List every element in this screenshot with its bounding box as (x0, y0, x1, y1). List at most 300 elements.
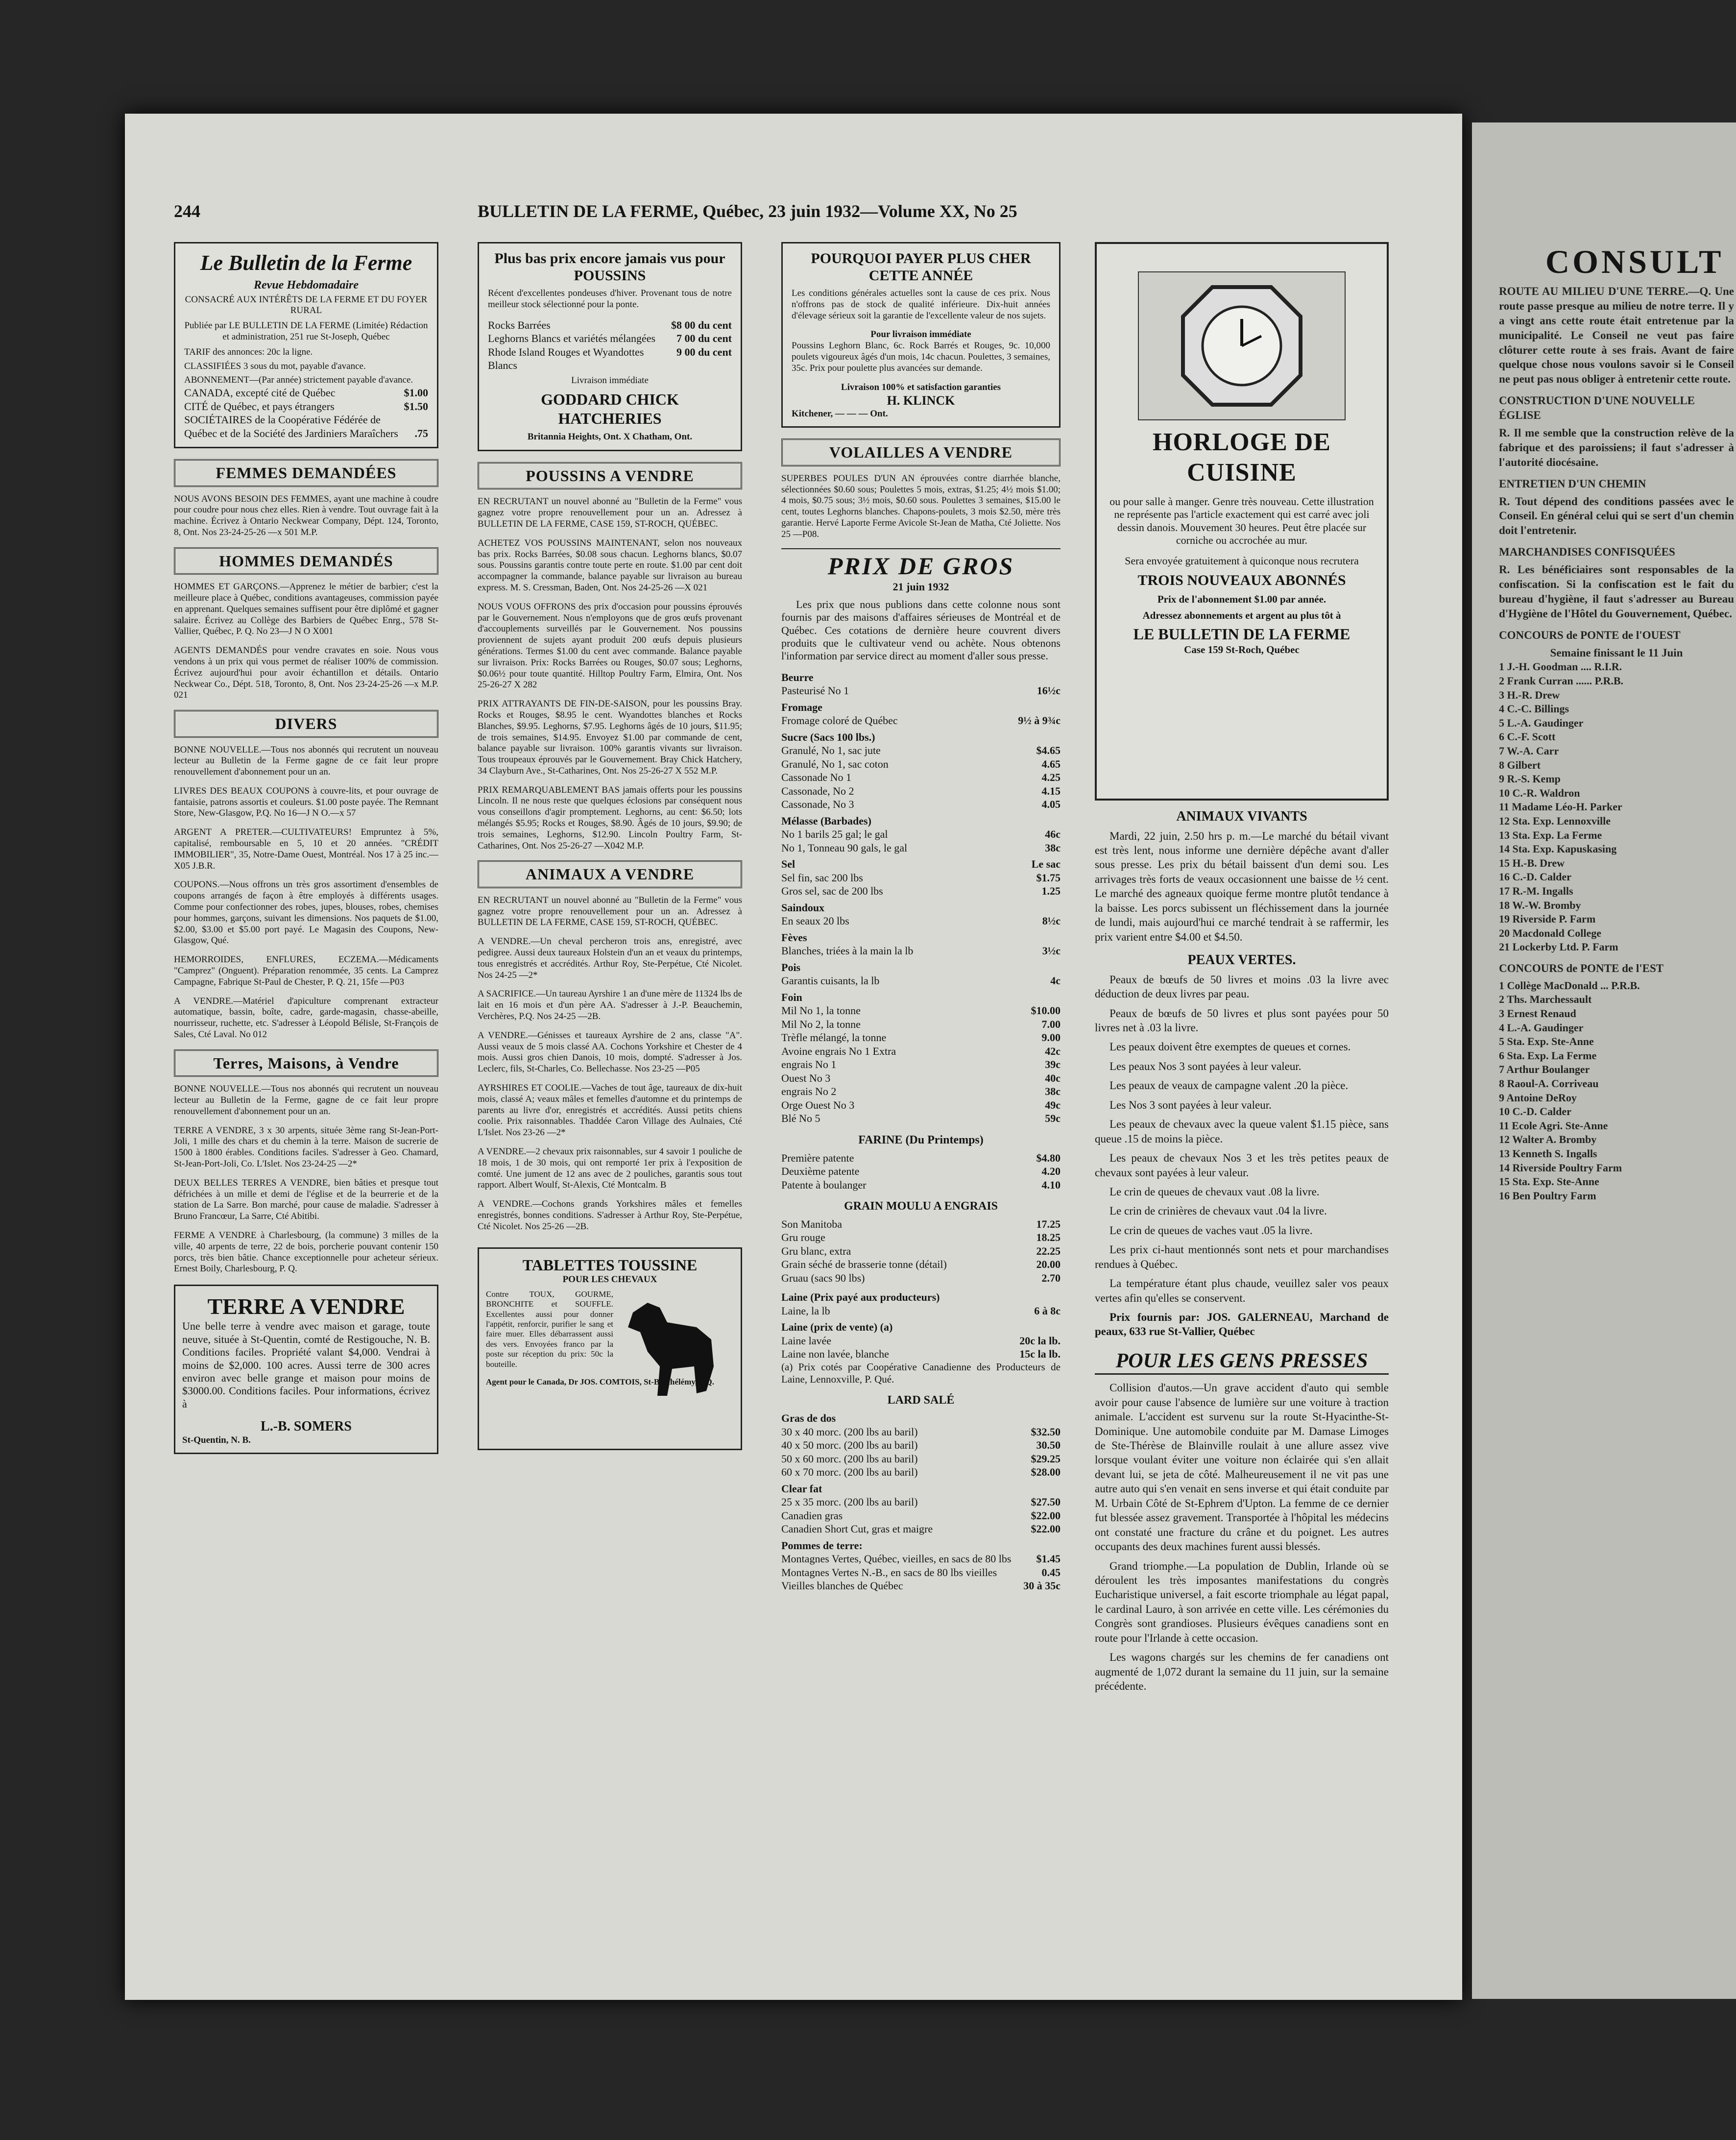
terre-box-title: TERRE A VENDRE (207, 1294, 405, 1319)
price-label: Cassonade, No 3 (781, 798, 854, 811)
price-label: En seaux 20 lbs (781, 915, 849, 927)
adjacent-page (1472, 122, 1736, 1999)
price-category-label: Foin (781, 991, 802, 1003)
section-poussins-a-vendre: POUSSINS A VENDRE (478, 462, 742, 489)
price-row (781, 1098, 1061, 1112)
classified-ad: BONNE NOUVELLE.—Tous nos abonnés qui recrutent un nouveau lecteur au Bulletin de la Ferme, gagne de ce fait leur propre renouvellement d'abonnement pour un an. (174, 1084, 438, 1117)
price-category-label: Mélasse (Barbades) (781, 814, 871, 827)
price-label: Cassonade No 1 (781, 771, 851, 784)
price-label: 40 x 50 morc. (200 lbs au baril) (781, 1439, 918, 1452)
contest-entry: 8 Raoul-A. Corriveau (1499, 1077, 1599, 1090)
news-paragraph: Prix fournis par: JOS. GALERNEAU, Marchand de peaux, 633 rue St-Vallier, Québec (1095, 1311, 1389, 1338)
price-row (781, 798, 1061, 811)
price-label: Gru rouge (781, 1231, 825, 1244)
classified-ad: A VENDRE.—Un cheval percheron trois ans, enregistré, avec pedigree. Aussi deux taureaux Holstein d'un an et veaux du printemps, tous enregistrés et accrédités. Arthur Roy, Ste-Perpétue, Cté Nicolet. Nos 24-25 —2* (478, 936, 742, 980)
classified-ad: A SACRIFICE.—Un taureau Ayrshire 1 an d'une mère de 11324 lbs de lait en 16 mois et d'un père AA. S'adresser à J.-P. Beauchemin, Verchères, P.Q. Nos 24-25 —2B. (478, 989, 742, 1022)
price-category (781, 730, 1061, 744)
section-divers: DIVERS (174, 710, 438, 737)
peaux-vertes-text (1095, 973, 1389, 1339)
contest-entry: 10 C.-D. Calder (1499, 1105, 1571, 1118)
masthead-title: Le Bulletin de la Ferme (200, 251, 412, 275)
price-value: 30.50 (1036, 1439, 1061, 1452)
masthead-tarif: TARIF des annonces: 20c la ligne. (184, 346, 313, 357)
price-label: Granulé, No 1, sac coton (781, 757, 889, 770)
contest-entry: 16 Ben Poultry Farm (1499, 1189, 1596, 1202)
contest-entry: 9 Antoine DeRoy (1499, 1091, 1577, 1104)
price-value: 15c la lb. (1019, 1348, 1061, 1361)
classified-ad: AYRSHIRES ET COOLIE.—Vaches de tout âge, taureaux de dix-huit mois, classé A; veaux mâles et femelles d'automne et du printemps de parents au livre d'or, enregistrés et accrédités. Aussi petits chiens coolie. Prix raisonnables. Thaddée Caron Village des Aulnaies, Cté L'Islet. Nos 23-26 —2* (478, 1083, 742, 1138)
price-row (781, 1438, 1061, 1452)
price-category (781, 1290, 1061, 1304)
prix-de-gros-title: PRIX DE GROS (781, 548, 1061, 581)
price-value: $27.50 (1031, 1496, 1061, 1508)
price-value: $1.45 (1036, 1553, 1061, 1565)
price-label: No 1, Tonneau 90 gals, le gal (781, 841, 908, 854)
price-row (781, 1231, 1061, 1244)
classified-ad: LIVRES DES BEAUX COUPONS à couvre-lits, et pour ouvrage de fantaisie, patrons assortis et couleurs. $1.00 poste payée. The Remnant Store, New-Glasgow, P.Q. No 16—J N O.—x 57 (174, 785, 438, 819)
contest-entry: 8 Gilbert (1499, 758, 1541, 771)
pourquoi-text: Les conditions générales actuelles sont la cause de ces prix. Nous n'offrons pas de stock de qualité inférieure. Dix-huit années d'élevage sérieux soit la garantie de l'excellente valeur de nos sujets. (792, 288, 1050, 321)
price-row (781, 914, 1061, 928)
price-label: Sel fin, sac 200 lbs (781, 871, 863, 884)
contest-entry: 4 L.-A. Gaudinger (1499, 1021, 1584, 1034)
price-category-label: Beurre (781, 671, 814, 683)
price-category-label: Sucre (Sacs 100 lbs.) (781, 730, 875, 743)
price-row (781, 1347, 1061, 1361)
rate-row: CITÉ de Québec, et pays étrangers $1.50 (184, 400, 428, 413)
price-label: Pasteurisé No 1 (781, 684, 849, 697)
price-value: 2.70 (1041, 1271, 1061, 1284)
price-value: $1.75 (1036, 871, 1061, 884)
price-value: 7.00 (1041, 1018, 1061, 1030)
price-label: Fromage coloré de Québec (781, 714, 898, 727)
price-label: Avoine engrais No 1 Extra (781, 1045, 896, 1057)
price-value: 4.10 (1041, 1178, 1061, 1191)
price-row (781, 744, 1061, 757)
adjacent-heading: MARCHANDISES CONFISQUÉES (1499, 546, 1675, 559)
section-femmes-demandees: FEMMES DEMANDÉES (174, 459, 438, 486)
price-label: Ouest No 3 (781, 1071, 831, 1084)
price-value: 3½c (1042, 945, 1061, 957)
contest-entry: 5 L.-A. Gaudinger (1499, 716, 1584, 729)
price-row (781, 1425, 1061, 1439)
masthead-box (174, 242, 438, 448)
price-value: 30 à 35c (1023, 1580, 1061, 1592)
price-label: engrais No 2 (781, 1085, 837, 1098)
price-row (781, 1085, 1061, 1098)
contest-entry: 16 C.-D. Calder (1499, 871, 1571, 883)
contest-entry: 1 Collège MacDonald ... P.R.B. (1499, 979, 1640, 992)
price-value: 4c (1050, 974, 1061, 987)
section-volailles-a-vendre: VOLAILLES A VENDRE (781, 438, 1061, 466)
masthead-publisher: Publiée par LE BULLETIN DE LA FERME (Limitée) Rédaction et administration, 251 rue St-Joseph, Québec (184, 320, 428, 342)
price-row (781, 871, 1061, 885)
price-category (781, 701, 1061, 714)
price-label: No 1 barils 25 gal; le gal (781, 828, 888, 841)
news-paragraph: Peaux de bœufs de 50 livres et moins .03 la livre avec déduction de deux livres par peau. (1095, 973, 1389, 1000)
price-label: 50 x 60 morc. (200 lbs au baril) (781, 1452, 918, 1465)
column-3 (781, 242, 1061, 1593)
grain-title: GRAIN MOULU A ENGRAIS (844, 1200, 998, 1213)
section-hommes-demandes: HOMMES DEMANDÉS (174, 547, 438, 575)
pourquoi-delivery: Pour livraison immédiate (870, 329, 971, 340)
horloge-ad-box (1095, 242, 1389, 801)
price-category (781, 671, 1061, 684)
price-category (781, 1411, 1061, 1425)
price-label: Granulé, No 1, sac jute (781, 744, 881, 757)
price-value: $4.80 (1036, 1151, 1061, 1164)
classified-ad: A VENDRE.—Génisses et taureaux Ayrshire de 2 ans, classe "A". Aussi veaux de 5 mois classé AA. Cochons Yorkshire et Chester de 4 mois. Aussi gros chien Danois, 10 mois, dompté. S'adresser à Jos. Leclerc, fils, St-Charles, Co. Bellechasse. Nos 23-25 —P05 (478, 1030, 742, 1074)
column-2 (478, 242, 742, 1450)
price-value: $29.25 (1031, 1452, 1061, 1465)
contest-list (1499, 979, 1734, 1203)
contest-entry: 6 Sta. Exp. La Ferme (1499, 1049, 1597, 1062)
price-value: $28.00 (1031, 1466, 1061, 1479)
price-value: 20c la lb. (1019, 1334, 1061, 1347)
price-category (781, 991, 1061, 1004)
news-paragraph: R. Il me semble que la construction relève de la fabrique et des paroissiens; il faut s'adresser à l'autorité diocésaine. (1499, 427, 1734, 468)
horloge-price: Prix de l'abonnement $1.00 par année. (1157, 593, 1326, 605)
price-value: 18.25 (1036, 1231, 1061, 1244)
price-list (781, 671, 1061, 1125)
contest-list (1499, 660, 1734, 954)
news-paragraph: Le crin de queues de chevaux vaut .08 la livre. (1109, 1185, 1320, 1198)
price-label: Laine non lavée, blanche (781, 1348, 889, 1361)
price-label: Montagnes Vertes, Québec, vieilles, en sacs de 80 lbs (781, 1553, 1012, 1565)
news-paragraph: Le crin de queues de vaches vaut .05 la livre. (1109, 1224, 1313, 1237)
laine-price-list (781, 1290, 1061, 1361)
news-paragraph: Les peaux de chevaux avec la queue valent $1.15 pièce, sans queue .15 de moins la pièce. (1095, 1118, 1389, 1145)
farine-price-list (781, 1151, 1061, 1192)
price-value: 42c (1045, 1045, 1061, 1057)
price-category-label: Laine (prix de vente) (a) (781, 1321, 893, 1334)
price-label: Première patente (781, 1151, 854, 1164)
contest-entry: 12 Sta. Exp. Lennoxville (1499, 815, 1611, 827)
news-paragraph: R. Tout dépend des conditions passées avec le Conseil. En général celui qui se sert d'un chemin doit l'entretenir. (1499, 495, 1734, 537)
price-value: 4.25 (1041, 771, 1061, 784)
price-row (781, 1509, 1061, 1523)
page-title: BULLETIN DE LA FERME, Québec, 23 juin 1932—Volume XX, No 25 (478, 201, 1017, 221)
price-row (781, 757, 1061, 771)
classified-ad: NOUS VOUS OFFRONS des prix d'occasion pour poussins éprouvés par le Gouvernement. Nous n'employons que de gros œufs provenant d'accouplements surveillés par le Gouvernement. Nos poussins proviennent de sujets ayant produit 200 œufs depuis plusieurs générations. Termes $1.00 du cent avec commande. Balance payable sur livraison. Prix: Rocks Barrées ou Rouges, $0.07 sous; Leghorns, $0.06½ pour toute quantité. Hilltop Poultry Farm, Elmira, Ont. Nos 25-26-27 X 282 (478, 601, 742, 690)
contest-entry: 13 Kenneth S. Ingalls (1499, 1147, 1597, 1160)
contest-entry: 14 Riverside Poultry Farm (1499, 1161, 1622, 1174)
price-row (781, 714, 1061, 728)
price-row (781, 841, 1061, 855)
news-paragraph: La température étant plus chaude, veuillez saler vos peaux vertes afin qu'elles se conservent. (1095, 1277, 1389, 1304)
contest-entry: 18 W.-W. Bromby (1499, 899, 1581, 911)
price-category (781, 961, 1061, 974)
price-category-label: Gras de dos (781, 1412, 836, 1425)
price-label: 30 x 40 morc. (200 lbs au baril) (781, 1425, 918, 1438)
classified-ad: AGENTS DEMANDÉS pour vendre cravates en soie. Nous vous vendons à un prix qui vous permet de réaliser 100% de commission. Écrivez aujourd'hui pour avoir échantillon et détails. Ontario Neckwear Co., Dépt. 518, Toronto, 8, Ont. Nos 23-24-25-26 —x M.P. 021 (174, 645, 438, 701)
price-label: Blanches, triées à la main la lb (781, 945, 914, 957)
classified-ad: HOMMES ET GARÇONS.—Apprenez le métier de barbier; c'est la meilleure place à Québec, conditions avantageuses, commission payée en apprenant. Quelques semaines suffisent pour être diplômé et gagner salaire. Écrivez au Collège des Barbiers de Québec Enrg., 578 St-Vallier, Québec, P. Q. No 23—J N O X001 (174, 582, 438, 637)
terre-a-vendre-box (174, 1285, 438, 1454)
horloge-case: Case 159 St-Roch, Québec (1184, 643, 1300, 656)
contest-entry: 19 Riverside P. Farm (1499, 913, 1596, 925)
price-row (781, 1522, 1061, 1536)
classified-ad: SUPERBES POULES D'UN AN éprouvées contre diarrhée blanche, sélectionnées $0.60 sous; Poulettes 5 mois, extras, $1.25; 4½ mois $1.00; 4 mois, $0.75 sous; 3½ mois, $0.60 sous. Poulettes 3 semaines, $15.00 le cent, toutes Leghorns blanches. Chapons-poulets, 3 mois $2.50, mère très garantie. Hervé Laporte Ferme Avicole St-Jean de Matha, Cté Joliette. Nos 25 —P08. (781, 473, 1061, 539)
price-label: 60 x 70 morc. (200 lbs au baril) (781, 1466, 918, 1479)
horloge-offer-big: TROIS NOUVEAUX ABONNÉS (1137, 572, 1346, 588)
price-label: Gros sel, sac de 200 lbs (781, 885, 883, 898)
price-label: Garantis cuisants, la lb (781, 974, 880, 987)
gens-presses-text (1095, 1381, 1389, 1693)
price-category-label: Fèves (781, 931, 807, 944)
horloge-offer: Sera envoyée gratuitement à quiconque nous recrutera (1125, 555, 1359, 567)
news-paragraph: ROUTE AU MILIEU D'UNE TERRE.—Q. Une route passe presque au milieu de notre terre. Il y a vingt ans cette route était entretenue par la municipalité. Le Conseil ne veut pas faire clôturer cette route à ses frais. Avant de faire quelque chose nous voulons savoir si le Conseil ne peut pas nous obliger à entretenir cette route. (1499, 285, 1734, 386)
price-label: Gruau (sacs 90 lbs) (781, 1271, 865, 1284)
classified-ad: FERME A VENDRE à Charlesbourg, (la commune) 3 milles de la ville, 40 arpents de terre, 22 de bois, porcherie pouvant contenir 150 porcs, très bien bâtie. Chance exceptionnelle pour acheteur sérieux. Ernest Boily, Charlesbourg, P. Q. (174, 1230, 438, 1274)
classified-ad: PRIX ATTRAYANTS DE FIN-DE-SAISON, pour les poussins Bray. Rocks et Rouges, $8.95 le cent. Wyandottes blanches et Rocks Blanches, $9.95. Leghorns, $7.95. Leghorns âgés de 10 jours, $11.95; de trois semaines, $14.95. Envoyez $1.00 par commande de cent, balance payable sur livraison. 100% garantis vivants sur livraison. Tous troupeaux éprouvés par le Gouvernement. Bray Chick Hatchery, 34 Clayburn Ave., St-Catharines, Ont. Nos 25-26-27 X 552 M.P. (478, 699, 742, 776)
masthead-subtitle: Revue Hebdomadaire (254, 278, 359, 292)
hatchery-delivery: Livraison immédiate (571, 375, 649, 386)
price-row (781, 1552, 1061, 1566)
contest-entry: 11 Madame Léo-H. Parker (1499, 801, 1622, 813)
price-label: Blé No 5 (781, 1112, 820, 1125)
clock-illustration (1138, 271, 1346, 420)
price-row (781, 1151, 1061, 1165)
price-value: 49c (1045, 1098, 1061, 1111)
classified-ad: HEMORROIDES, ENFLURES, ECZEMA.—Médicaments "Camprez" (Onguent). Préparation renommée, 35 cents. La Camprez Campagne, Fabrique St-Paul de Chester, P. Q. 21, 15fe —P03 (174, 954, 438, 987)
news-paragraph: Grand triomphe.—La population de Dublin, Irlande où se déroulent les très imposantes manifestations du congrès Eucharistique universel, a fait escorte triomphale au légat papal, le cardinal Lauro, à son arrivée en cette ville. Les cérémonies du Congrès sont grandioses. Plusieurs évêques canadiens sont en route pour l'Irlande à cette occasion. (1095, 1559, 1389, 1644)
prix-de-gros-date: 21 juin 1932 (892, 580, 949, 593)
price-label: 25 x 35 morc. (200 lbs au baril) (781, 1496, 918, 1508)
masthead-classifiees: CLASSIFIÉES 3 sous du mot, payable d'avance. (184, 361, 366, 371)
price-label: Deuxième patente (781, 1165, 860, 1178)
price-value: $10.00 (1031, 1004, 1061, 1017)
price-category (781, 1539, 1061, 1553)
price-value: 38c (1045, 1085, 1061, 1098)
farine-title: FARINE (Du Printemps) (858, 1133, 984, 1146)
news-paragraph: Les peaux doivent être exemptes de queues et cornes. (1109, 1041, 1351, 1053)
horse-illustration (613, 1293, 721, 1406)
horloge-bulletin: LE BULLETIN DE LA FERME (1133, 625, 1350, 643)
price-row (781, 1112, 1061, 1125)
hatchery-price-row: Leghorns Blancs et variétés mélangées 7 00 du cent (488, 332, 732, 345)
classified-ad: COUPONS.—Nous offrons un très gros assortiment d'ensembles de coupons arrangés de façon à être employés à différents usages. Comme pour confectionner des robes, jupes, blouses, robes, chemises pour hommes, garçons, suivant les dimensions. Nos paquets de $1.00, $2.00, $3.00 et $5.00 port payé. Le Magasin des Coupons, New-Glasgow, Qué. (174, 879, 438, 946)
news-paragraph: Les peaux Nos 3 sont payées à leur valeur. (1109, 1060, 1302, 1072)
price-label: Montagnes Vertes N.-B., en sacs de 80 lbs vieilles (781, 1566, 997, 1579)
price-row (781, 1165, 1061, 1178)
price-row (781, 884, 1061, 898)
price-row (781, 1258, 1061, 1271)
adjacent-heading: CONCOURS de PONTE de l'EST (1499, 962, 1664, 974)
price-category-label: Fromage (781, 701, 822, 713)
rate-row: SOCIÉTAIRES de la Coopérative Fédérée de Québec et de la Société des Jardiniers Maraîchers .75 (184, 413, 428, 439)
price-row (781, 1465, 1061, 1479)
pourquoi-details: Poussins Leghorn Blanc, 6c. Rock Barrés et Rouges, 9c. 10,000 poulets vigoureux âgés d'un mois, 14c chacun. Poulettes, 3 semaines, 35c. Prix pour poulette plus avancées sur demande. (792, 340, 1050, 373)
contest-entry: 5 Sta. Exp. Ste-Anne (1499, 1035, 1594, 1048)
classified-ad: TERRE A VENDRE, 3 x 30 arpents, située 3ème rang St-Jean-Port-Joli, 1 mille des chars et du chemin à la terre. Maison de sucrerie de 1500 à 1800 érables. Conditions faciles. S'adresser à Geo. Chamard, St-Jean-Port-Joli, Co. L'Islet. Nos 23-24-25 —2* (174, 1125, 438, 1169)
hatchery-price-row: Rocks Barrées $8 00 du cent (488, 318, 732, 331)
gens-presses-title: POUR LES GENS PRESSES (1095, 1349, 1389, 1375)
price-value: 6 à 8c (1034, 1304, 1061, 1317)
price-category-label: Laine (Prix payé aux producteurs) (781, 1291, 940, 1304)
adjacent-heading: CONCOURS de PONTE de l'OUEST (1499, 629, 1681, 641)
contest-entry: 14 Sta. Exp. Kapuskasing (1499, 843, 1617, 855)
contest-entry: 3 Ernest Renaud (1499, 1007, 1576, 1020)
hatchery-name: GODDARD CHICK HATCHERIES (541, 390, 679, 427)
price-row (781, 1031, 1061, 1045)
contest-entry: 11 Ecole Agri. Ste-Anne (1499, 1119, 1608, 1132)
price-row (781, 1178, 1061, 1192)
price-category (781, 1482, 1061, 1496)
price-label: engrais No 1 (781, 1058, 837, 1071)
contest-entry: 15 H.-B. Drew (1499, 856, 1565, 869)
section-animaux-a-vendre: ANIMAUX A VENDRE (478, 860, 742, 888)
hatchery-ad-box (478, 242, 742, 451)
contest-entry: 20 Macdonald College (1499, 926, 1601, 939)
animaux-vivants-text: Mardi, 22 juin, 2.50 hrs p. m.—Le marché du bétail vivant est très lent, nous informe une dernière dépêche avant d'aller sous presse. Les prix du bétail baissent d'un demi sou. Les arrivages très forts de veaux occasionnent une baisse de ½ cent. Le marché des agneaux quoique ferme montre plutôt tendance à la baisse. Les porcs subissent un fléchissement dans la journée de lundi, mais aujourd'hui ce marché tendrait à se raffermir, les prix varient entre $4.00 et $4.50. (1095, 829, 1389, 943)
news-paragraph: Peaux de bœufs de 50 livres et plus sont payées pour 50 livres net à .03 la livre. (1095, 1007, 1389, 1034)
price-row (781, 1304, 1061, 1318)
price-category (781, 814, 1061, 828)
price-label: Cassonade, No 2 (781, 784, 854, 797)
clock-icon (1139, 272, 1345, 419)
terre-box-signature: L.-B. SOMERS (261, 1419, 352, 1435)
classified-ad: A VENDRE.—Matériel d'apiculture comprenant extracteur automatique, bassin, boîte, cadre, garde-magasin, chasse-abeille, nourrisseur, ruchette, etc. S'adresser à Léopold Bélisle, St-François de Sales, Cté Laval. No 012 (174, 996, 438, 1040)
adjacent-heading: CONSTRUCTION D'UNE NOUVELLE ÉGLISE (1499, 394, 1695, 422)
pourquoi-title: POURQUOI PAYER PLUS CHER CETTE ANNÉE (811, 250, 1031, 284)
contest-entry: 9 R.-S. Kemp (1499, 773, 1561, 785)
price-value: $22.00 (1031, 1523, 1061, 1535)
price-category (781, 931, 1061, 945)
price-label: Mil No 1, la tonne (781, 1004, 861, 1017)
horloge-address-line: Adressez abonnements et argent au plus tôt à (1142, 609, 1341, 621)
price-value: $32.50 (1031, 1425, 1061, 1438)
classified-ad: EN RECRUTANT un nouvel abonné au "Bulletin de la Ferme" vous gagnez votre propre renouvellement pour un an. Adressez à BULLETIN DE LA FERME, CASE 159, ST-ROCH, QUÉBEC. (478, 895, 742, 928)
tablettes-toussine-ad (478, 1247, 742, 1450)
price-label: Son Manitoba (781, 1217, 843, 1230)
column-1 (174, 242, 438, 1454)
contest-entry: 12 Walter A. Bromby (1499, 1133, 1597, 1146)
horloge-title: HORLOGE DE CUISINE (1153, 428, 1331, 487)
column-4 (1095, 242, 1389, 1698)
classified-ad: ARGENT A PRETER.—CULTIVATEURS! Empruntez à 5%, capitalisé, remboursable en 5, 10 et 20 années. "CRÉDIT IMMOBILIER", 35, Notre-Dame Ouest, Montréal. Nos 17 à 25 inc.—X05 J.B.R. (174, 827, 438, 871)
adjacent-page-text (1499, 284, 1734, 1203)
terre-box-place: St-Quentin, N. B. (182, 1435, 251, 1445)
price-category-label: Pois (781, 961, 801, 973)
price-category (781, 901, 1061, 915)
price-value: 0.45 (1041, 1566, 1061, 1579)
horloge-text: ou pour salle à manger. Genre très nouveau. Cette illustration ne représente pas l'article exactement qui est carré avec joli dessin danois. Mouvement 30 heures. Peut être placée sur corniche ou accrochée au mur. (1109, 495, 1374, 546)
prix-de-gros-intro: Les prix que nous publions dans cette colonne nous sont fournis par des maisons d'affaires sérieuses de Montréal et de Québec. Ces cotations de dernière heure couvrent divers produits que le cultivateur vend ou achète. Nous obtenons l'information par service direct au moment d'aller sous presse. (781, 598, 1061, 662)
price-value: 40c (1045, 1071, 1061, 1084)
price-category-unit: Le sac (1031, 858, 1061, 871)
price-row (781, 1495, 1061, 1509)
pourquoi-name: H. KLINCK (887, 393, 955, 408)
price-value: 59c (1045, 1112, 1061, 1125)
pourquoi-guarantee: Livraison 100% et satisfaction garanties (841, 382, 1001, 392)
price-row (781, 1217, 1061, 1231)
lard-title: LARD SALÉ (887, 1394, 955, 1407)
contest-entry: 17 R.-M. Ingalls (1499, 884, 1573, 897)
contest-entry: 1 J.-H. Goodman .... R.I.R. (1499, 660, 1622, 673)
classified-ad: A VENDRE.—2 chevaux prix raisonnables, sur 4 savoir 1 pouliche de 18 mois, 1 de 30 mois, qui ont remporté 1er prix à l'exposition de comté. Une jument de 12 ans avec de 2 pouliches, garantis sous tout rapport. Albert Woulf, St-Alexis, Cté Montcalm. B (478, 1146, 742, 1191)
price-row (781, 1579, 1061, 1593)
peaux-vertes-title: PEAUX VERTES. (1187, 952, 1296, 968)
price-row (781, 1271, 1061, 1285)
price-row (781, 944, 1061, 958)
price-category-label: Clear fat (781, 1482, 822, 1495)
price-label: Gru blanc, extra (781, 1244, 851, 1257)
price-category-label: Sel (781, 858, 796, 871)
tablettes-subtitle: POUR LES CHEVAUX (562, 1274, 657, 1285)
price-row (781, 1244, 1061, 1258)
classified-ad: EN RECRUTANT un nouvel abonné au "Bulletin de la Ferme" vous gagnez votre propre renouvellement pour un an. Adressez à BULLETIN DE LA FERME, CASE 159, ST-ROCH, QUÉBEC. (478, 496, 742, 529)
news-paragraph: Les peaux de veaux de campagne valent .20 la pièce. (1109, 1079, 1349, 1092)
price-value: 9.00 (1041, 1031, 1061, 1044)
news-paragraph: R. Les bénéficiaires sont responsables de la confiscation. Si la confiscation est le fait du bureau d'hygiène, il faut s'adresser au Bureau d'Hygiène de l'Hôtel du Gouvernement, Québec. (1499, 563, 1734, 620)
classified-ad: A VENDRE.—Cochons grands Yorkshires mâles et femelles enregistrés, bonnes conditions. S'adresser à Arthur Roy, Ste-Perpétue, Cté Nicolet. Nos 25-26 —2B. (478, 1199, 742, 1232)
classified-ad: DEUX BELLES TERRES A VENDRE, bien bâties et presque tout défrichées à un mille et demi de l'église et de la beurrerie et de la station de La Sarre. Bon marché, pour cause de maladie. S'adresser à Bruno Francœur, La Sarre, Cté Abitibi. (174, 1177, 438, 1222)
price-category (781, 857, 1061, 871)
price-category-label: Saindoux (781, 901, 825, 914)
price-label: Grain séché de brasserie tonne (détail) (781, 1258, 947, 1271)
price-row (781, 1566, 1061, 1580)
price-value: 38c (1045, 841, 1061, 854)
tablettes-title: TABLETTES TOUSSINE (522, 1256, 698, 1274)
price-value: 22.25 (1036, 1244, 1061, 1257)
pourquoi-place: Kitchener, — — — Ont. (792, 408, 888, 419)
price-category (781, 1320, 1061, 1334)
price-value: $22.00 (1031, 1509, 1061, 1522)
price-label: Canadien Short Cut, gras et maigre (781, 1523, 933, 1535)
classified-ad: BONNE NOUVELLE.—Tous nos abonnés qui recrutent un nouveau lecteur au Bulletin de la Ferme gagne de ce fait leur propre renouvellement d'abonnement pour un an. (174, 744, 438, 778)
classified-ad: PRIX REMARQUABLEMENT BAS jamais offerts pour les poussins Lincoln. Il ne nous reste que quelques éclosions par conséquent nous vous conseillons d'agir promptement. Leghorns, au cent: $6.50; lots mélangés $5.95; Rocks et Rouges, $8.90. Âgés de 10 jours, $9.90; de trois semaines, Leghorns, $12.90. Lincoln Poultry Farm, St-Catharines, Ont. Nos 25-26-27 —X042 M.P. (478, 784, 742, 851)
price-label: Patente à boulanger (781, 1178, 867, 1191)
price-row (781, 784, 1061, 798)
price-value: 17.25 (1036, 1217, 1061, 1230)
news-paragraph: Les peaux de chevaux Nos 3 et les très petites peaux de chevaux sont payées à leur valeur. (1095, 1152, 1389, 1179)
price-value: 8½c (1042, 915, 1061, 927)
price-row (781, 1071, 1061, 1085)
page-number: 244 (174, 201, 200, 221)
price-value: 20.00 (1036, 1258, 1061, 1271)
price-value: 46c (1045, 828, 1061, 841)
price-value: 4.15 (1041, 784, 1061, 797)
news-paragraph: Les Nos 3 sont payées à leur valeur. (1109, 1098, 1272, 1111)
price-row (781, 1004, 1061, 1018)
masthead-dedication: CONSACRÉ AUX INTÉRÊTS DE LA FERME ET DU FOYER RURAL (185, 294, 428, 316)
news-paragraph: Le crin de crinières de chevaux vaut .04 la livre. (1109, 1205, 1327, 1217)
price-row (781, 1334, 1061, 1348)
news-paragraph: Collision d'autos.—Un grave accident d'auto qui semble avoir pour cause l'absence de lumière sur une voiture à traction animale. L'accident est survenu sur la route St-Hyacinthe-St-Dominique. Une automobile conduite par M. Damase Limoges de Ste-Thérèse de Blainville roulait à une allure assez vive lorsque voulant éviter une voiture non éclairée qui s'en allait devant lui, se jeta de côté. Malheureusement il ne vit pas une autre auto qui s'en venait en sens inverse et qui était conduite par M. Urbain Côté de St-Ephrem d'Upton. La femme de ce dernier fut blessée assez gravement. Transportée à l'hôpital les médecins ont constaté une fracture du crâne et du poignet. Les autres occupants des deux machines furent aussi blessés. (1095, 1382, 1389, 1553)
animaux-vivants-title: ANIMAUX VIVANTS (1176, 809, 1307, 824)
price-label: Laine, la lb (781, 1304, 830, 1317)
price-label: Canadien gras (781, 1509, 843, 1522)
price-label: Orge Ouest No 3 (781, 1098, 855, 1111)
rate-row: CANADA, excepté cité de Québec $1.00 (184, 387, 428, 399)
price-value: $4.65 (1036, 744, 1061, 757)
news-paragraph: Les wagons chargés sur les chemins de fer canadiens ont augmenté de 1,072 durant la semaine du 11 juin, sur la semaine précédente. (1095, 1651, 1389, 1693)
hatchery-intro: Récent d'excellentes pondeuses d'hiver. Provenant tous de notre meilleur stock sélectionné pour la ponte. (488, 288, 732, 310)
hatchery-title: Plus bas prix encore jamais vus pour POUSSINS (494, 250, 725, 284)
newspaper-page (125, 114, 1462, 2000)
page-header (174, 201, 1408, 225)
price-row (781, 827, 1061, 841)
price-row (781, 1058, 1061, 1071)
classified-ad: ACHETEZ VOS POUSSINS MAINTENANT, selon nos nouveaux bas prix. Rocks Barrées, $0.08 sous chacun. Leghorns blancs, $0.07 sous. Poussins garantis contre toute perte en route. $1.00 par cent doit accompagner la commande, balance payable sur livraison au bureau express. M. S. Cressman, Baden, Ont. Nos 24-25-26 —X 021 (478, 537, 742, 593)
hatchery-price-row: Rhode Island Rouges et Wyandottes Blancs 9 00 du cent (488, 345, 732, 372)
contest-entry: 2 Ths. Marchessault (1499, 993, 1592, 1006)
contest-entry: 6 C.-F. Scott (1499, 730, 1556, 743)
contest-entry: 13 Sta. Exp. La Ferme (1499, 828, 1602, 841)
adjacent-heading: ENTRETIEN D'UN CHEMIN (1499, 477, 1646, 490)
hatchery-address: Britannia Heights, Ont. X Chatham, Ont. (527, 432, 693, 442)
